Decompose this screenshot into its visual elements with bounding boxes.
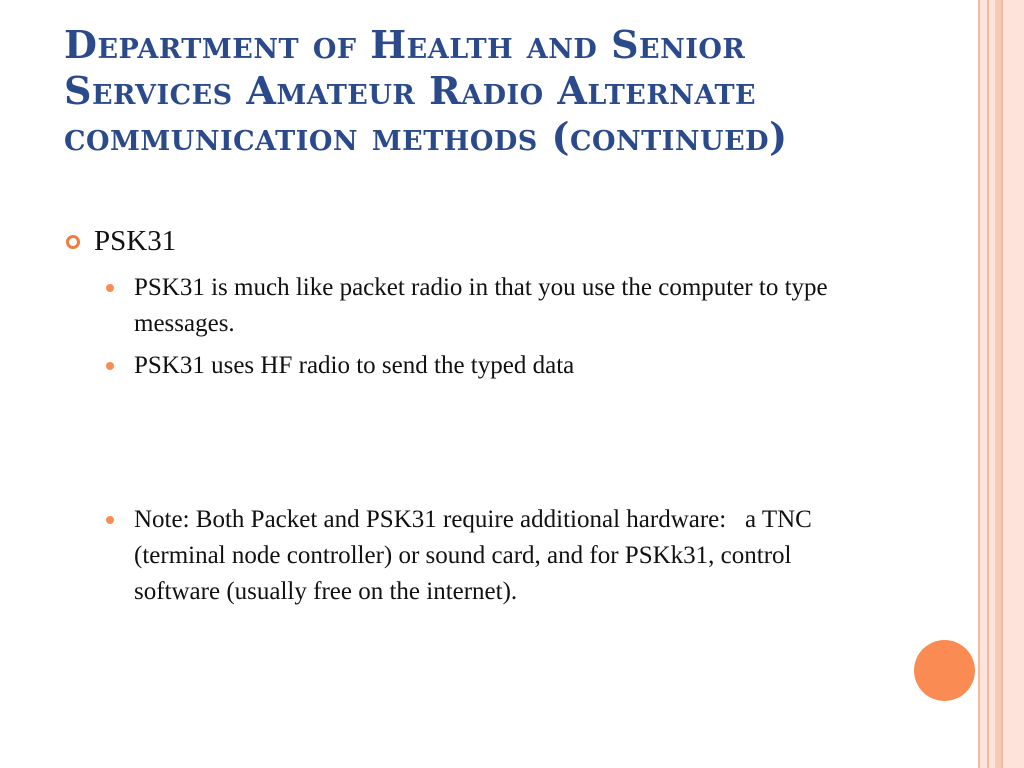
bullet-item (104, 270, 854, 342)
bullet-item (104, 348, 854, 384)
bullet-text: PSK31 is much like packet radio in that you use the computer to type messages. (134, 274, 828, 337)
ring-bullet-icon (66, 235, 80, 249)
stripe (980, 0, 987, 768)
decorative-stripes (978, 0, 1024, 768)
slide-title: Department of Health and Senior Services Amateur Radio Alternate communication methods (continued) (64, 22, 788, 159)
dot-bullet-icon (106, 516, 114, 524)
bullet-text: PSK31 uses HF radio to send the typed data (134, 352, 575, 379)
bullet-heading: PSK31 (94, 225, 177, 257)
bullet-item (104, 502, 854, 610)
slide-body (64, 222, 884, 610)
decorative-orange-circle (914, 640, 975, 701)
dot-bullet-icon (106, 284, 114, 292)
dot-bullet-icon (106, 362, 114, 370)
bullet-level1 (64, 222, 884, 260)
bullet-text: Note: Both Packet and PSK31 require additional hardware: a TNC (terminal node controller) or sound card, and for PSKk31, control software (usually free on the internet). (134, 506, 819, 605)
stripe (1003, 0, 1024, 768)
